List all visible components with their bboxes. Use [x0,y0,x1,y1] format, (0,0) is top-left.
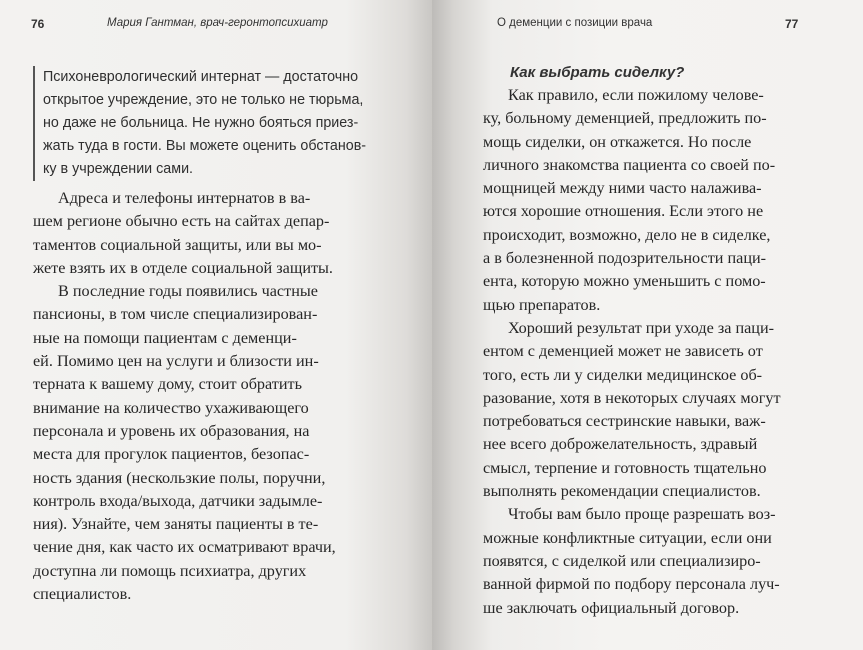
body-line: ность здания (нескользкие полы, поручни, [33,468,326,487]
body-line: терната к вашему дому, стоит обратить [33,375,302,394]
body-line: ента, которую можно уменьшить с помо- [483,272,766,291]
body-line: смысл, терпение и готовность тщательно [483,458,767,477]
body-line: персонала и уровень их образования, на [33,421,310,440]
body-line: таментов социальной защиты, или вы мо- [33,235,322,254]
body-line: В последние годы появились частные [58,282,318,301]
left-page-number: 76 [31,17,45,31]
body-line: шем регионе обычно есть на сайтах депар- [33,212,330,231]
body-line: доступна ли помощь психиатра, других [33,561,307,580]
body-line: контроль входа/выхода, датчики задымле- [33,491,323,510]
body-line: личного знакомства пациента со своей по- [483,155,776,174]
body-line: чение дня, как часто их осматривают врачи, [33,538,336,557]
left-body-text [33,187,398,606]
body-line: потребоваться сестринские навыки, важ- [483,412,766,431]
body-line: Чтобы вам было проще разрешать воз- [508,505,776,524]
body-line: того, есть ли у сиделки медицинское об- [483,365,763,384]
body-line: можные конфликтные ситуации, если они [483,528,772,547]
right-page [432,0,863,650]
body-line: жете взять их в отделе социальной защиты. [33,258,333,277]
body-line: мощь сиделки, он откажется. Но после [483,132,752,151]
callout-line: но даже не больница. Не нужно бояться приез- [43,115,359,131]
left-callout-box [33,66,399,181]
body-line: Хороший результат при уходе за паци- [508,318,775,337]
section-heading: Как выбрать сиделку? [510,64,685,81]
right-running-head: О деменции с позиции врача [497,17,653,29]
callout-line: жать туда в гости. Вы можете оценить обстанов- [43,138,367,154]
left-running-head: Мария Гантман, врач-геронтопсихиатр [107,17,328,29]
body-line: щью препаратов. [483,295,601,314]
body-line: ванной фирмой по подбору персонала луч- [483,575,780,594]
body-line: внимание на количество ухаживающего [33,398,309,417]
body-line: ей. Помимо цен на услуги и близости ин- [33,352,319,371]
callout-line: Психоневрологический интернат — достаточно [43,69,359,85]
body-line: появятся, с сиделкой или специализиро- [483,551,761,570]
body-line: а в болезненной подозрительности паци- [483,249,767,268]
body-line: ентом с деменцией может не зависеть от [483,342,763,361]
body-line: Как правило, если пожилому челове- [508,86,764,104]
body-line: мощницей между ними часто налажива- [483,179,762,198]
body-line: ку, больному деменцией, предложить по- [483,109,767,128]
body-line: места для прогулок пациентов, безопас- [33,445,310,464]
body-line: пансионы, в том числе специализирован- [33,305,318,324]
body-line: разование, хотя в некоторых случаях могут [483,388,781,407]
body-line: ются хорошие отношения. Если этого не [483,202,764,221]
right-page-number: 77 [785,17,799,31]
callout-line: открытое учреждение, это не только не тюрьма, [43,92,364,108]
body-line: нее всего доброжелательность, здравый [483,435,758,454]
body-line: Адреса и телефоны интернатов в ва- [58,189,311,207]
body-line: специалистов. [33,585,132,604]
body-line: ше заключать официальный договор. [483,598,740,617]
right-body-text [483,84,816,620]
body-line: происходит, возможно, дело не в сиделке, [483,225,771,244]
body-line: ния). Узнайте, чем заняты пациенты в те- [33,515,319,534]
body-line: ные на помощи пациентам с деменци- [33,328,297,347]
body-line: выполнять рекомендации специалистов. [483,482,761,501]
callout-line: ку в учреждении сами. [43,161,194,177]
